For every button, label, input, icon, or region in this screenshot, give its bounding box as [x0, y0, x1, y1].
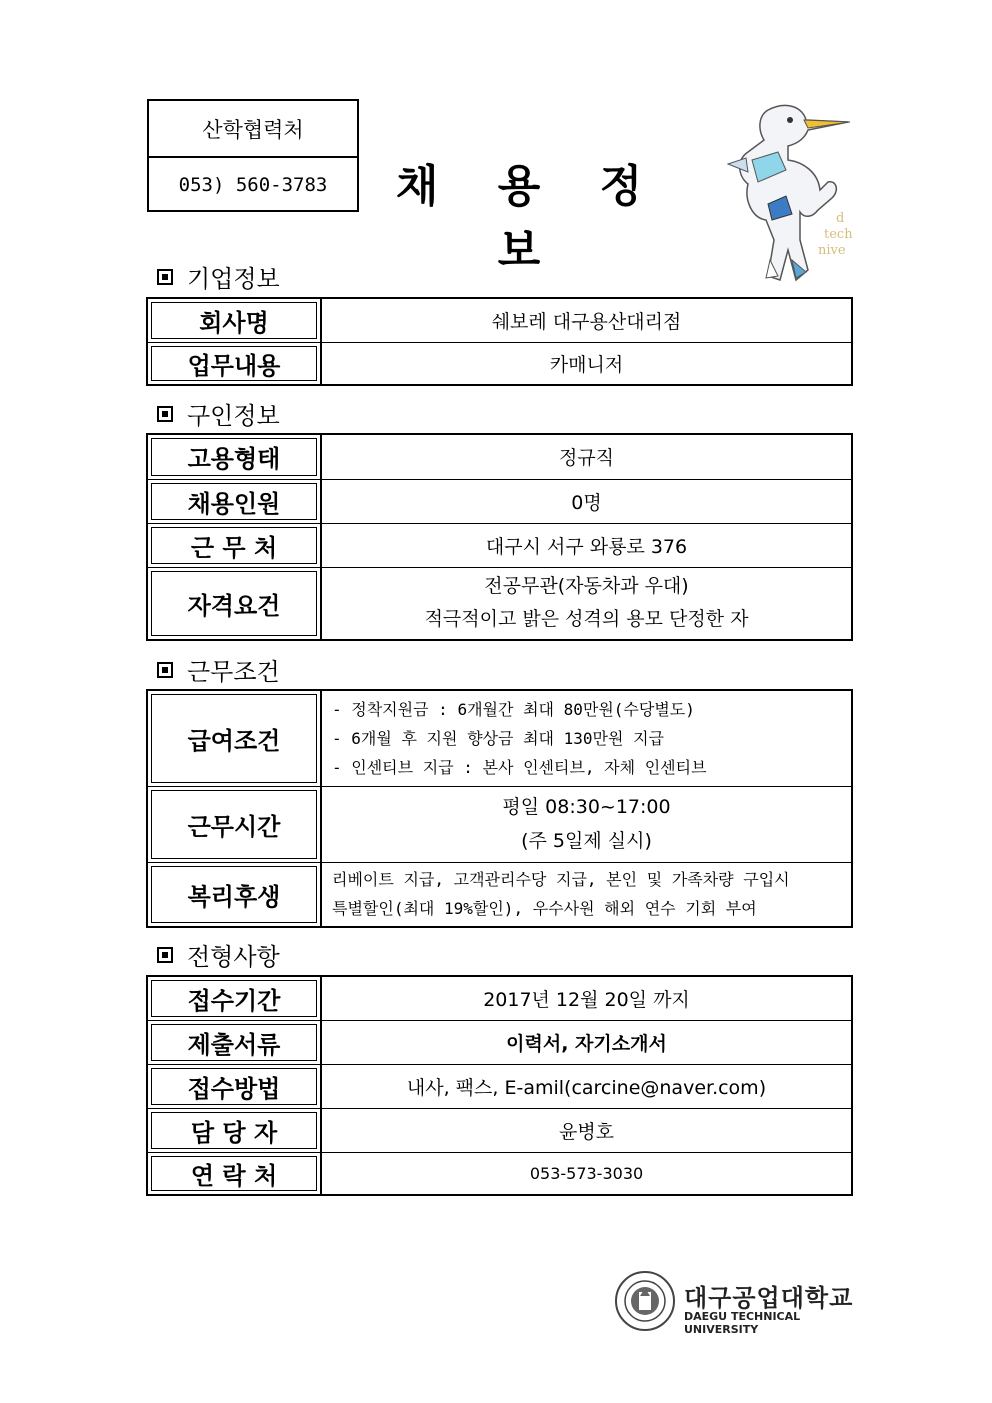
square-bullet-icon [157, 406, 173, 422]
welfare-label: 복리후생 [147, 862, 321, 927]
square-bullet-icon [157, 947, 173, 963]
contact-value: 053-573-3030 [321, 1152, 852, 1195]
table-row [147, 434, 852, 479]
table-row [147, 690, 852, 786]
mascot-text-2: tech [824, 227, 853, 242]
table-row [147, 567, 852, 640]
table-row [147, 479, 852, 523]
university-name-ko: 대구공업대학교 [684, 1284, 854, 1312]
workplace-label: 근 무 처 [147, 523, 321, 567]
table-row [147, 1064, 852, 1108]
documents-label: 제출서류 [147, 1020, 321, 1064]
mascot-text-3: nive [818, 243, 846, 258]
manager-value: 윤병호 [321, 1108, 852, 1152]
salary-label: 급여조건 [147, 690, 321, 786]
contact-label: 산학협력처 [202, 117, 304, 142]
section-heading-selection [157, 937, 280, 972]
square-bullet-icon [157, 269, 173, 285]
university-name-en: DAEGU TECHNICAL UNIVERSITY [684, 1310, 801, 1336]
work-hours-line: 평일 08:30~17:00 [502, 796, 671, 818]
table-row [147, 298, 852, 342]
work-hours-value [321, 786, 852, 862]
salary-line: - 정착지원금 : 6개월간 최대 80만원(수당별도) [332, 699, 695, 719]
welfare-value [321, 862, 852, 927]
application-period-value: 2017년 12월 20일 까지 [321, 976, 852, 1020]
section-title: 기업정보 [187, 265, 280, 293]
headcount-label: 채용인원 [147, 479, 321, 523]
selection-table [146, 975, 853, 1196]
section-heading-recruit [157, 396, 280, 431]
contact-phone: 053) 560-3783 [149, 156, 357, 212]
table-row [147, 1152, 852, 1195]
job-value: 카매니저 [321, 342, 852, 385]
contact-label: 연 락 처 [147, 1152, 321, 1195]
section-title: 근무조건 [187, 658, 280, 686]
employment-type-value: 정규직 [321, 434, 852, 479]
workplace-value: 대구시 서구 와룡로 376 [321, 523, 852, 567]
university-seal-icon [614, 1270, 676, 1332]
table-row [147, 1108, 852, 1152]
employment-type-label: 고용형태 [147, 434, 321, 479]
page-title: 채 용 정 보 [395, 161, 665, 276]
contact-box [147, 99, 359, 212]
company-name-value: 쉐보레 대구용산대리점 [321, 298, 852, 342]
company-name-label: 회사명 [147, 298, 321, 342]
application-method-label: 접수방법 [147, 1064, 321, 1108]
work-hours-label: 근무시간 [147, 786, 321, 862]
qualification-line: 전공무관(자동차과 우대) [484, 575, 689, 598]
table-row [147, 523, 852, 567]
section-title: 구인정보 [187, 402, 280, 430]
application-period-label: 접수기간 [147, 976, 321, 1020]
company-table [146, 297, 853, 386]
documents-value: 이력서, 자기소개서 [321, 1020, 852, 1064]
qualification-label: 자격요건 [147, 567, 321, 640]
headcount-value: 0명 [321, 479, 852, 523]
table-row [147, 862, 852, 927]
table-row [147, 786, 852, 862]
mascot-text-1: d [836, 211, 845, 226]
welfare-line: 리베이트 지급, 고객관리수당 지급, 본인 및 가족차량 구입시 [332, 870, 790, 890]
salary-line: - 인센티브 지급 : 본사 인센티브, 자체 인센티브 [332, 757, 707, 777]
mascot-illustration [708, 100, 858, 290]
qualification-value [321, 567, 852, 640]
qualification-line: 적극적이고 밝은 성격의 용모 단정한 자 [424, 608, 749, 631]
table-row [147, 342, 852, 385]
university-logo [614, 1270, 854, 1334]
work-table [146, 689, 853, 928]
section-heading-company [157, 259, 280, 294]
manager-label: 담 당 자 [147, 1108, 321, 1152]
application-method-value: 내사, 팩스, E-amil(carcine@naver.com) [321, 1064, 852, 1108]
section-heading-work [157, 652, 280, 687]
work-hours-line: (주 5일제 실시) [521, 830, 652, 852]
job-label: 업무내용 [147, 342, 321, 385]
welfare-line: 특별할인(최대 19%할인), 우수사원 해외 연수 기회 부여 [332, 899, 757, 919]
square-bullet-icon [157, 662, 173, 678]
salary-line: - 6개월 후 지원 향상금 최대 130만원 지급 [332, 728, 664, 748]
table-row [147, 976, 852, 1020]
section-title: 전형사항 [187, 943, 280, 971]
table-row [147, 1020, 852, 1064]
recruit-table [146, 433, 853, 641]
salary-value [321, 690, 852, 786]
